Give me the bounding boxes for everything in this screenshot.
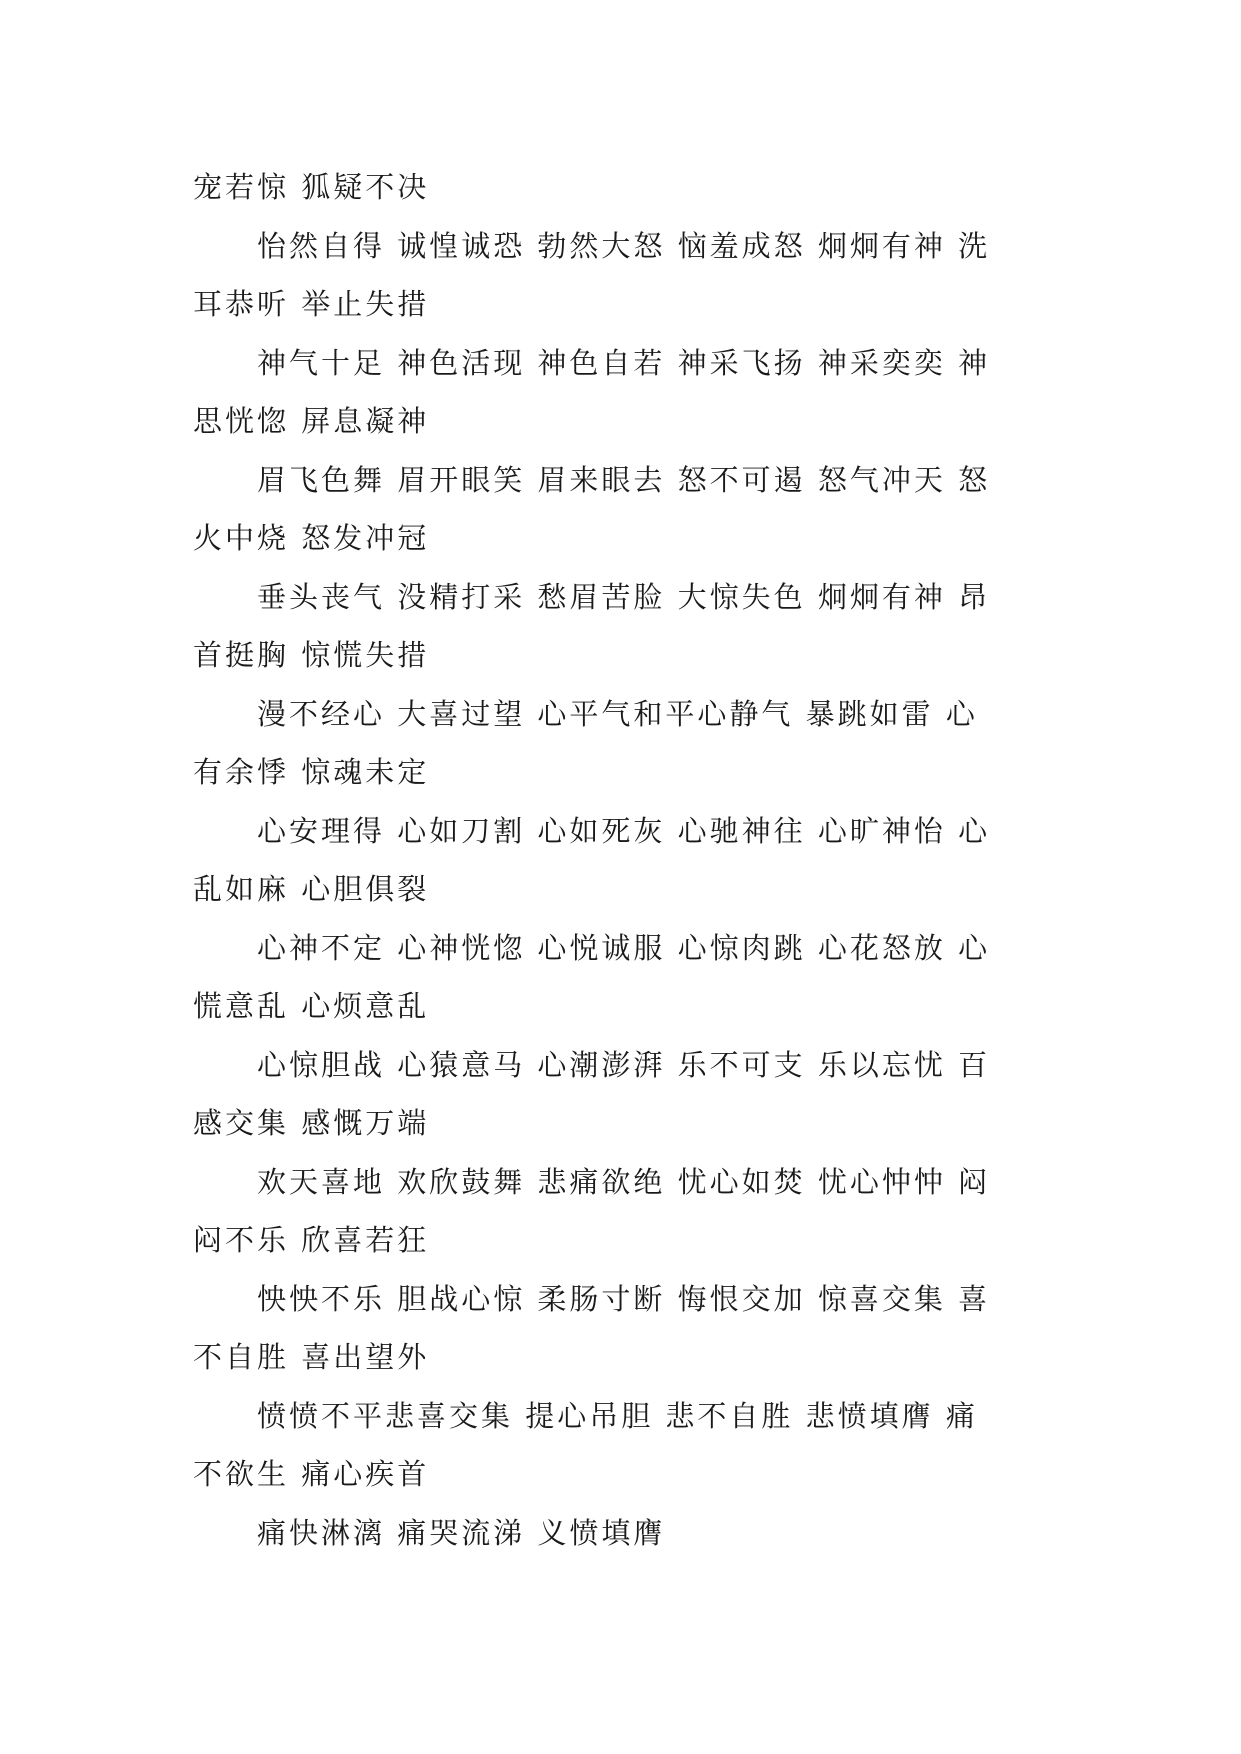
text-line: 心神不定 心神恍惚 心悦诚服 心惊肉跳 心花怒放 心 <box>257 930 991 965</box>
text-line: 耳恭听 举止失措 <box>193 287 430 321</box>
text-line: 垂头丧气 没精打采 愁眉苦脸 大惊失色 炯炯有神 昂 <box>257 579 991 614</box>
text-line: 心惊胆战 心猿意马 心潮澎湃 乐不可支 乐以忘忧 百 <box>257 1047 991 1082</box>
text-line: 不自胜 喜出望外 <box>193 1340 430 1374</box>
text-line: 感交集 感慨万端 <box>193 1106 430 1140</box>
text-line: 有余悸 惊魂未定 <box>193 755 430 789</box>
text-line: 愤愤不平悲喜交集 提心吊胆 悲不自胜 悲愤填膺 痛 <box>257 1398 978 1433</box>
text-line: 漫不经心 大喜过望 心平气和平心静气 暴跳如雷 心 <box>257 696 978 731</box>
text-line: 慌意乱 心烦意乱 <box>193 989 430 1023</box>
text-line: 宠若惊 狐疑不决 <box>193 170 430 204</box>
text-line: 痛快淋漓 痛哭流涕 义愤填膺 <box>257 1515 666 1550</box>
text-line: 神气十足 神色活现 神色自若 神采飞扬 神采奕奕 神 <box>257 345 991 380</box>
text-line: 怏怏不乐 胆战心惊 柔肠寸断 悔恨交加 惊喜交集 喜 <box>257 1281 991 1316</box>
idiom-text-block <box>193 158 1063 1562</box>
text-line: 首挺胸 惊慌失措 <box>193 638 430 672</box>
text-line: 怡然自得 诚惶诚恐 勃然大怒 恼羞成怒 炯炯有神 洗 <box>257 228 991 263</box>
text-line: 不欲生 痛心疾首 <box>193 1457 430 1491</box>
text-line: 思恍惚 屏息凝神 <box>193 404 430 438</box>
text-line: 火中烧 怒发冲冠 <box>193 521 430 555</box>
text-line: 闷不乐 欣喜若狂 <box>193 1223 430 1257</box>
text-line: 欢天喜地 欢欣鼓舞 悲痛欲绝 忧心如焚 忧心忡忡 闷 <box>257 1164 991 1199</box>
text-line: 乱如麻 心胆俱裂 <box>193 872 430 906</box>
text-line: 眉飞色舞 眉开眼笑 眉来眼去 怒不可遏 怒气冲天 怒 <box>257 462 991 497</box>
text-line: 心安理得 心如刀割 心如死灰 心驰神往 心旷神怡 心 <box>257 813 991 848</box>
